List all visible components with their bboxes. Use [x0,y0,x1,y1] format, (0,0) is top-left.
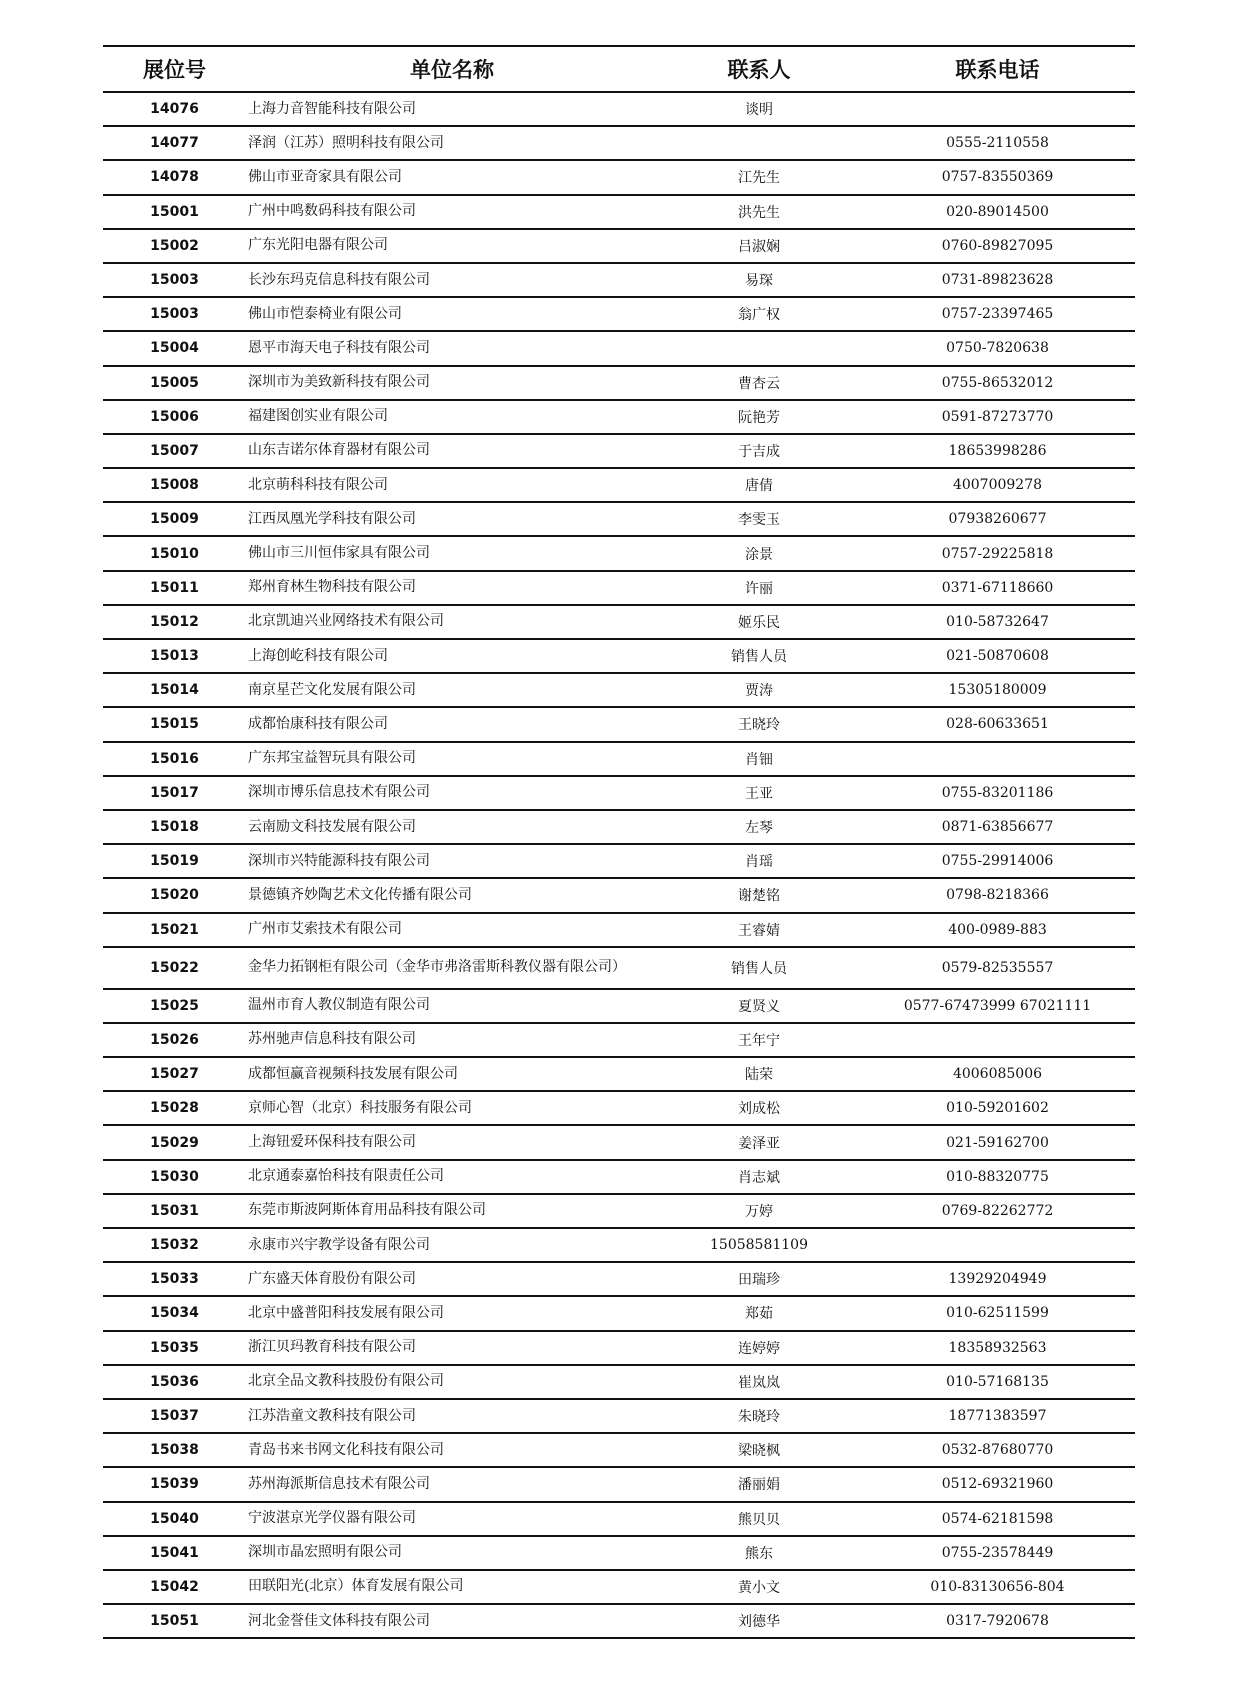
contact-cell: 熊贝贝 [658,1502,860,1536]
phone-cell: 0591-87273770 [860,400,1135,434]
contact-cell: 刘成松 [658,1091,860,1125]
booth-cell: 15027 [103,1057,246,1091]
phone-cell: 18771383597 [860,1399,1135,1433]
contact-cell: 谢楚铭 [658,878,860,912]
table-row [103,195,1135,229]
table-row [103,1502,1135,1536]
booth-cell: 15026 [103,1023,246,1057]
booth-cell: 15022 [103,947,246,989]
table-row [103,878,1135,912]
company-cell: 北京凯迪兴业网络技术有限公司 [246,605,658,639]
booth-cell: 15032 [103,1228,246,1262]
table-row [103,605,1135,639]
contact-cell: 翁广权 [658,297,860,331]
booth-cell: 15035 [103,1331,246,1365]
contact-cell: 郑茹 [658,1296,860,1330]
phone-cell: 0577-67473999 67021111 [860,989,1135,1023]
contact-cell: 曹杏云 [658,366,860,400]
contact-cell: 涂景 [658,536,860,570]
contact-cell: 江先生 [658,160,860,194]
table-row [103,502,1135,536]
company-cell: 永康市兴宇教学设备有限公司 [246,1228,658,1262]
contact-cell: 贾涛 [658,673,860,707]
company-cell: 深圳市晶宏照明有限公司 [246,1536,658,1570]
booth-cell: 15015 [103,707,246,741]
table-body [103,92,1135,1638]
booth-cell: 15004 [103,331,246,365]
table-row [103,1570,1135,1604]
booth-cell: 15013 [103,639,246,673]
booth-cell: 15009 [103,502,246,536]
contact-cell: 阮艳芳 [658,400,860,434]
contact-cell: 谈明 [658,92,860,126]
contact-cell: 梁晓枫 [658,1433,860,1467]
contact-cell: 刘德华 [658,1604,860,1638]
phone-cell: 0757-83550369 [860,160,1135,194]
table-row [103,92,1135,126]
contact-cell: 易琛 [658,263,860,297]
booth-cell: 15018 [103,810,246,844]
phone-cell [860,1023,1135,1057]
contact-cell: 王晓玲 [658,707,860,741]
company-cell: 广州市艾索技术有限公司 [246,913,658,947]
company-cell: 成都怡康科技有限公司 [246,707,658,741]
table-row [103,1536,1135,1570]
table-row [103,1296,1135,1330]
phone-cell: 0757-23397465 [860,297,1135,331]
table-row [103,1399,1135,1433]
contact-cell: 熊东 [658,1536,860,1570]
booth-cell: 15051 [103,1604,246,1638]
company-cell: 深圳市兴特能源科技有限公司 [246,844,658,878]
table-row [103,1433,1135,1467]
company-cell: 京师心智（北京）科技服务有限公司 [246,1091,658,1125]
company-cell: 广东邦宝益智玩具有限公司 [246,742,658,776]
table-row [103,468,1135,502]
phone-cell [860,1228,1135,1262]
phone-cell: 0755-86532012 [860,366,1135,400]
contact-cell: 王亚 [658,776,860,810]
booth-cell: 15041 [103,1536,246,1570]
booth-cell: 15016 [103,742,246,776]
table-row [103,989,1135,1023]
company-cell: 温州市育人教仪制造有限公司 [246,989,658,1023]
contact-cell: 万婷 [658,1194,860,1228]
booth-cell: 15025 [103,989,246,1023]
company-cell: 江西凤凰光学科技有限公司 [246,502,658,536]
company-cell: 恩平市海天电子科技有限公司 [246,331,658,365]
table-row [103,434,1135,468]
phone-cell [860,92,1135,126]
company-cell: 河北金誉佳文体科技有限公司 [246,1604,658,1638]
table-row [103,1228,1135,1262]
phone-cell: 0750-7820638 [860,331,1135,365]
booth-cell: 15040 [103,1502,246,1536]
contact-cell: 夏贤义 [658,989,860,1023]
header-row [103,46,1135,92]
phone-cell: 010-57168135 [860,1365,1135,1399]
company-cell: 深圳市为美致新科技有限公司 [246,366,658,400]
company-cell: 佛山市三川恒伟家具有限公司 [246,536,658,570]
contact-cell: 陆荣 [658,1057,860,1091]
booth-cell: 14076 [103,92,246,126]
table-row [103,913,1135,947]
booth-cell: 15001 [103,195,246,229]
booth-cell: 15042 [103,1570,246,1604]
company-cell: 北京萌科科技有限公司 [246,468,658,502]
contact-cell: 唐倩 [658,468,860,502]
company-cell: 上海钮爱环保科技有限公司 [246,1125,658,1159]
table-row [103,297,1135,331]
booth-cell: 15006 [103,400,246,434]
phone-cell: 0769-82262772 [860,1194,1135,1228]
company-cell: 青岛书来书网文化科技有限公司 [246,1433,658,1467]
phone-cell: 0871-63856677 [860,810,1135,844]
booth-cell: 15029 [103,1125,246,1159]
header-phone: 联系电话 [860,46,1135,92]
header-contact: 联系人 [658,46,860,92]
booth-cell: 15030 [103,1160,246,1194]
contact-cell: 肖志斌 [658,1160,860,1194]
booth-cell: 15031 [103,1194,246,1228]
contact-cell: 连婷婷 [658,1331,860,1365]
phone-cell: 0512-69321960 [860,1467,1135,1501]
exhibitor-table [103,45,1135,1639]
phone-cell: 010-58732647 [860,605,1135,639]
company-cell: 苏州海派斯信息技术有限公司 [246,1467,658,1501]
phone-cell: 0760-89827095 [860,229,1135,263]
table-row [103,1160,1135,1194]
company-cell: 田联阳光(北京）体育发展有限公司 [246,1570,658,1604]
table-row [103,639,1135,673]
table-row [103,947,1135,989]
booth-cell: 15011 [103,571,246,605]
company-cell: 江苏浩童文教科技有限公司 [246,1399,658,1433]
contact-cell: 洪先生 [658,195,860,229]
table-row [103,742,1135,776]
phone-cell: 0731-89823628 [860,263,1135,297]
contact-cell [658,126,860,160]
phone-cell: 021-50870608 [860,639,1135,673]
table-row [103,536,1135,570]
exhibitor-table-container [103,45,1135,1639]
table-row [103,229,1135,263]
company-cell: 泽润（江苏）照明科技有限公司 [246,126,658,160]
contact-cell: 朱晓玲 [658,1399,860,1433]
contact-cell: 吕淑娴 [658,229,860,263]
booth-cell: 15038 [103,1433,246,1467]
phone-cell: 0317-7920678 [860,1604,1135,1638]
table-row [103,400,1135,434]
contact-cell: 崔岚岚 [658,1365,860,1399]
booth-cell: 15014 [103,673,246,707]
table-row [103,1467,1135,1501]
table-row [103,126,1135,160]
booth-cell: 15036 [103,1365,246,1399]
booth-cell: 15017 [103,776,246,810]
booth-cell: 15034 [103,1296,246,1330]
phone-cell: 0755-23578449 [860,1536,1135,1570]
booth-cell: 15003 [103,297,246,331]
booth-cell: 15037 [103,1399,246,1433]
booth-cell: 15033 [103,1262,246,1296]
table-row [103,1194,1135,1228]
company-cell: 广州中鸣数码科技有限公司 [246,195,658,229]
phone-cell: 18358932563 [860,1331,1135,1365]
table-row [103,1604,1135,1638]
phone-cell: 07938260677 [860,502,1135,536]
phone-cell: 0532-87680770 [860,1433,1135,1467]
company-cell: 南京星芒文化发展有限公司 [246,673,658,707]
company-cell: 上海力音智能科技有限公司 [246,92,658,126]
booth-cell: 15039 [103,1467,246,1501]
table-row [103,1091,1135,1125]
contact-cell: 姜泽亚 [658,1125,860,1159]
phone-cell: 010-59201602 [860,1091,1135,1125]
phone-cell: 0755-29914006 [860,844,1135,878]
company-cell: 山东吉诺尔体育器材有限公司 [246,434,658,468]
contact-cell: 于吉成 [658,434,860,468]
header-company: 单位名称 [246,46,658,92]
booth-cell: 15010 [103,536,246,570]
phone-cell: 18653998286 [860,434,1135,468]
company-cell: 金华力拓钢柜有限公司（金华市弗洛雷斯科教仪器有限公司） [246,947,658,989]
contact-cell: 李雯玉 [658,502,860,536]
table-row [103,263,1135,297]
booth-cell: 15008 [103,468,246,502]
booth-cell: 15003 [103,263,246,297]
phone-cell: 021-59162700 [860,1125,1135,1159]
contact-cell: 黄小文 [658,1570,860,1604]
company-cell: 宁波湛京光学仪器有限公司 [246,1502,658,1536]
table-row [103,707,1135,741]
table-row [103,160,1135,194]
booth-cell: 15019 [103,844,246,878]
contact-cell: 15058581109 [658,1228,860,1262]
phone-cell: 4006085006 [860,1057,1135,1091]
phone-cell: 010-62511599 [860,1296,1135,1330]
company-cell: 东莞市斯波阿斯体育用品科技有限公司 [246,1194,658,1228]
company-cell: 广东光阳电器有限公司 [246,229,658,263]
company-cell: 长沙东玛克信息科技有限公司 [246,263,658,297]
company-cell: 成都恒赢音视频科技发展有限公司 [246,1057,658,1091]
phone-cell: 0371-67118660 [860,571,1135,605]
phone-cell: 0579-82535557 [860,947,1135,989]
table-row [103,776,1135,810]
company-cell: 北京全品文教科技股份有限公司 [246,1365,658,1399]
contact-cell: 田瑞珍 [658,1262,860,1296]
company-cell: 北京中盛普阳科技发展有限公司 [246,1296,658,1330]
contact-cell [658,331,860,365]
table-row [103,1057,1135,1091]
contact-cell: 销售人员 [658,639,860,673]
table-row [103,366,1135,400]
phone-cell: 010-83130656-804 [860,1570,1135,1604]
booth-cell: 15012 [103,605,246,639]
phone-cell: 0555-2110558 [860,126,1135,160]
booth-cell: 15007 [103,434,246,468]
table-row [103,673,1135,707]
company-cell: 佛山市亚奇家具有限公司 [246,160,658,194]
contact-cell: 许丽 [658,571,860,605]
company-cell: 佛山市恺泰椅业有限公司 [246,297,658,331]
phone-cell: 0574-62181598 [860,1502,1135,1536]
phone-cell: 4007009278 [860,468,1135,502]
contact-cell: 王睿婧 [658,913,860,947]
contact-cell: 肖瑶 [658,844,860,878]
table-row [103,571,1135,605]
phone-cell: 0798-8218366 [860,878,1135,912]
contact-cell: 姬乐民 [658,605,860,639]
booth-cell: 15028 [103,1091,246,1125]
phone-cell: 15305180009 [860,673,1135,707]
company-cell: 北京通泰嘉怡科技有限责任公司 [246,1160,658,1194]
booth-cell: 15021 [103,913,246,947]
phone-cell [860,742,1135,776]
phone-cell: 020-89014500 [860,195,1135,229]
company-cell: 云南励文科技发展有限公司 [246,810,658,844]
contact-cell: 销售人员 [658,947,860,989]
booth-cell: 15020 [103,878,246,912]
contact-cell: 肖钿 [658,742,860,776]
company-cell: 浙江贝玛教育科技有限公司 [246,1331,658,1365]
contact-cell: 王年宁 [658,1023,860,1057]
header-booth: 展位号 [103,46,246,92]
booth-cell: 15005 [103,366,246,400]
phone-cell: 400-0989-883 [860,913,1135,947]
table-row [103,1023,1135,1057]
company-cell: 苏州驰声信息科技有限公司 [246,1023,658,1057]
table-header [103,46,1135,92]
company-cell: 郑州育林生物科技有限公司 [246,571,658,605]
phone-cell: 13929204949 [860,1262,1135,1296]
company-cell: 福建图创实业有限公司 [246,400,658,434]
phone-cell: 0757-29225818 [860,536,1135,570]
booth-cell: 14077 [103,126,246,160]
table-row [103,1365,1135,1399]
table-row [103,810,1135,844]
table-row [103,1331,1135,1365]
contact-cell: 左琴 [658,810,860,844]
phone-cell: 0755-83201186 [860,776,1135,810]
booth-cell: 14078 [103,160,246,194]
contact-cell: 潘丽娟 [658,1467,860,1501]
company-cell: 广东盛天体育股份有限公司 [246,1262,658,1296]
company-cell: 上海创屹科技有限公司 [246,639,658,673]
table-row [103,331,1135,365]
company-cell: 深圳市博乐信息技术有限公司 [246,776,658,810]
table-row [103,1125,1135,1159]
table-row [103,844,1135,878]
company-cell: 景德镇齐妙陶艺术文化传播有限公司 [246,878,658,912]
phone-cell: 010-88320775 [860,1160,1135,1194]
table-row [103,1262,1135,1296]
booth-cell: 15002 [103,229,246,263]
phone-cell: 028-60633651 [860,707,1135,741]
